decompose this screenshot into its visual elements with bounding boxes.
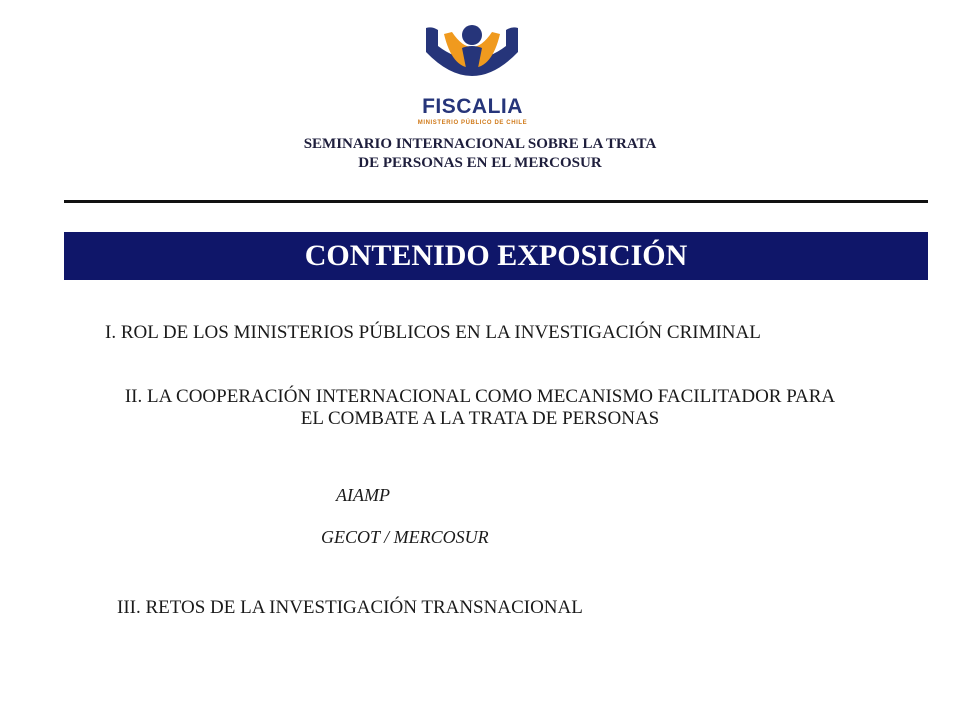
seminar-title <box>180 135 780 173</box>
horizontal-divider <box>64 200 928 203</box>
contents-subitem-aiamp: AIAMP <box>336 485 390 505</box>
fiscalia-logo <box>400 22 545 126</box>
contents-item-2-line2: EL COMBATE A LA TRATA DE PERSONAS <box>300 408 660 429</box>
contents-item-1: I. ROL DE LOS MINISTERIOS PÚBLICOS EN LA INVESTIGACIÓN CRIMINAL <box>105 322 761 343</box>
logo-name: FISCALIA <box>422 95 523 118</box>
contents-item-2-line1: II. LA COOPERACIÓN INTERNACIONAL COMO MECANISMO FACILITADOR PARA <box>124 386 836 407</box>
seminar-title-line2: DE PERSONAS EN EL MERCOSUR <box>358 155 602 171</box>
logo-subtitle: MINISTERIO PÚBLICO DE CHILE <box>417 120 528 126</box>
contents-item-2 <box>40 386 920 430</box>
fiscalia-emblem-icon <box>422 22 522 94</box>
seminar-title-line1: SEMINARIO INTERNACIONAL SOBRE LA TRATA <box>303 136 657 152</box>
contents-subitem-gecot: GECOT / MERCOSUR <box>321 527 489 547</box>
contents-item-3: III. RETOS DE LA INVESTIGACIÓN TRANSNACIONAL <box>117 597 583 618</box>
section-banner: CONTENIDO EXPOSICIÓN <box>64 232 928 280</box>
